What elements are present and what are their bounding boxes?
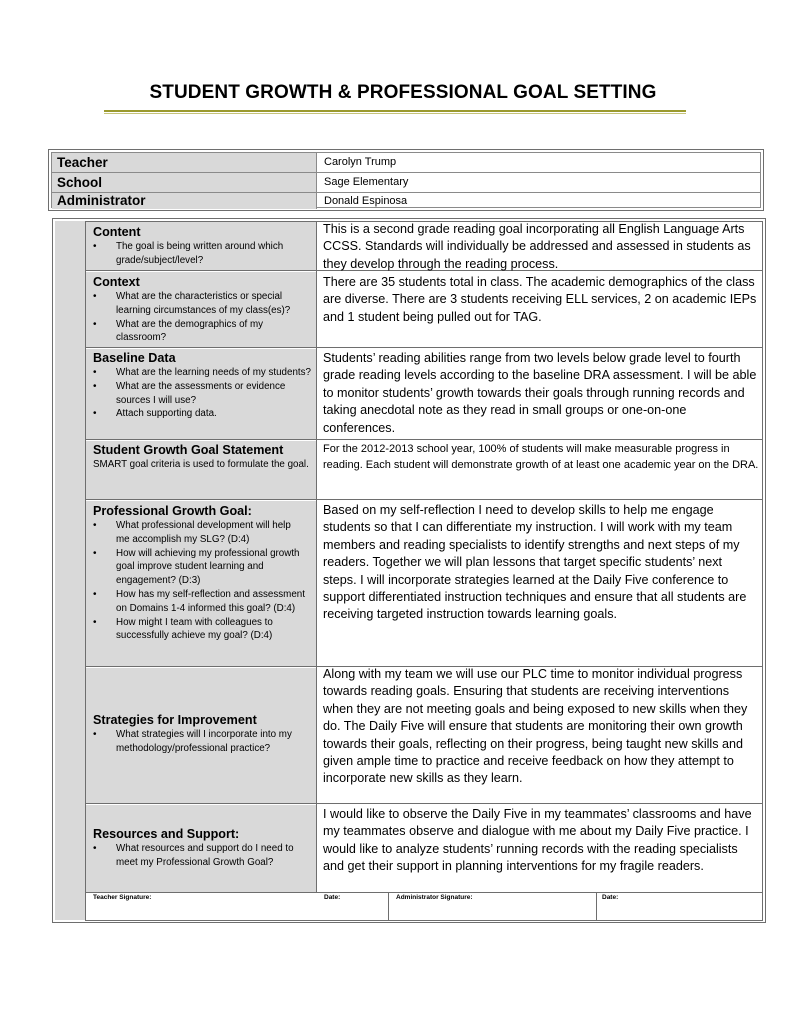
table-line [762,221,763,920]
baseline-answer: Students’ reading abilities range from two levels below grade level to fourth grade reading levels according to the baseline DRA assessment. I will be able to monitor students’ growth towards their goals through running records and taking anecdotal note as they read in small groups or one-on-one conferences. [323,351,757,435]
table-line [316,221,317,892]
baseline-bullets [93,366,313,421]
pgg-prompt [93,504,313,643]
signature-divider [596,892,597,920]
teacher-signature-label: Teacher Signature: [93,894,152,901]
pgg-answer: Based on my self-reflection I need to develop skills to help me engage students so that I can differentiate my instruction. I will work with my team members and reading specialists to identify strengths and next steps of my readers. Together we will plan lessons that target specific students’ next steps. I will incorporate strategies learned at the Daily Five conference to support differentiated instruction techniques and ensure that all students are receiving targeted instruction towards learning goals. [323,503,747,622]
row-divider [85,439,763,440]
pgg-bullet: • How might I team with colleagues to successfully achieve my goal? (D:4) [93,616,313,644]
administrator-label: Administrator [52,193,316,209]
teacher-value: Carolyn Trump [324,156,397,168]
context-prompt [93,275,313,345]
signature-row-line [85,892,763,893]
info-column-divider [316,153,317,209]
baseline-heading: Baseline Data [93,351,176,365]
strategies-answer: Along with my team we will use our PLC time to monitor individual progress towards reading goals. Ensuring that students are receiving interventions when they are not meeting goals and being exposed to new skills when they do. The Daily Five will ensure that students are monitoring their own growth towards their goals, reflecting on their progress, being taught new skills and given ample time to practice and receive feedback on how they attempt to incorporate new skills as they learn. [323,667,748,786]
context-bullets [93,290,313,345]
context-answer: There are 35 students total in class. The academic demographics of the class are diverse. There are 3 students receiving ELL services, 2 on academic IEPs and 1 student being pulled out for TAG. [323,275,757,324]
resources-heading: Resources and Support: [93,827,240,841]
administrator-row [52,193,760,209]
context-bullet: • What are the demographics of my classroom? [93,318,313,346]
info-table [48,149,764,211]
administrator-value: Donald Espinosa [324,195,408,207]
table-left-margin [55,221,85,920]
row-divider [85,499,763,500]
signature-divider [388,892,389,920]
content-answer: This is a second grade reading goal incorporating all English Language Arts CCSS. Standards will individually be addressed and assessed in students as they develop through the reading process. [323,222,751,271]
title-underline-thin [104,113,686,114]
administrator-signature-label: Administrator Signature: [396,894,473,901]
resources-prompt [93,827,313,870]
resources-bullet: • What resources and support do I need to meet my Professional Growth Goal? [93,842,313,870]
pgg-bullets [93,519,313,643]
row-divider [85,803,763,804]
pgg-bullet: • How has my self-reflection and assessment on Domains 1-4 informed this goal? (D:4) [93,588,313,616]
resources-bullets [93,842,313,870]
pgg-bullet: • What professional development will help me accomplish my SLG? (D:4) [93,519,313,547]
title-underline [104,110,686,112]
school-label: School [52,173,316,192]
page-title: STUDENT GROWTH & PROFESSIONAL GOAL SETTING [149,82,657,103]
content-prompt [93,225,313,268]
sgg-prompt [93,443,313,471]
table-line [85,221,86,920]
baseline-bullet: • What are the learning needs of my students? [93,366,313,380]
context-bullet: • What are the characteristics or special learning circumstances of my class(es)? [93,290,313,318]
content-bullets [93,240,313,268]
pgg-heading: Professional Growth Goal: [93,504,252,518]
resources-answer: I would like to observe the Daily Five in my teammates’ classrooms and have my teammates observe and dialogue with me about my Daily Five practice. I would like to analyze students’ running records with the reading specialists and get their support in planning interventions for my fragile readers. [323,807,752,874]
administrator-date-label: Date: [602,894,619,901]
content-heading: Content [93,225,141,239]
baseline-bullet: • What are the assessments or evidence sources I will use? [93,380,313,408]
table-line [85,920,763,921]
pgg-bullet: • How will achieving my professional growth goal improve student learning and engagement? (D:3) [93,547,313,588]
strategies-heading: Strategies for Improvement [93,713,257,727]
sgg-heading: Student Growth Goal Statement [93,443,284,457]
strategies-bullet: • What strategies will I incorporate into my methodology/professional practice? [93,728,313,756]
baseline-bullet: • Attach supporting data. [93,407,313,421]
strategies-prompt [93,713,313,756]
content-bullet: • The goal is being written around which grade/subject/level? [93,240,313,268]
baseline-prompt [93,351,313,421]
sgg-answer: For the 2012-2013 school year, 100% of students will make measurable progress in reading. Each student will demonstrate growth of at least one academic year on the DRA. [323,443,759,471]
row-divider [85,347,763,348]
strategies-bullets [93,728,313,756]
teacher-date-label: Date: [324,894,341,901]
school-value: Sage Elementary [324,176,409,188]
context-heading: Context [93,275,140,289]
teacher-row [52,153,760,172]
school-row [52,173,760,192]
sgg-text: SMART goal criteria is used to formulate the goal. [93,459,309,470]
teacher-label: Teacher [52,153,316,172]
